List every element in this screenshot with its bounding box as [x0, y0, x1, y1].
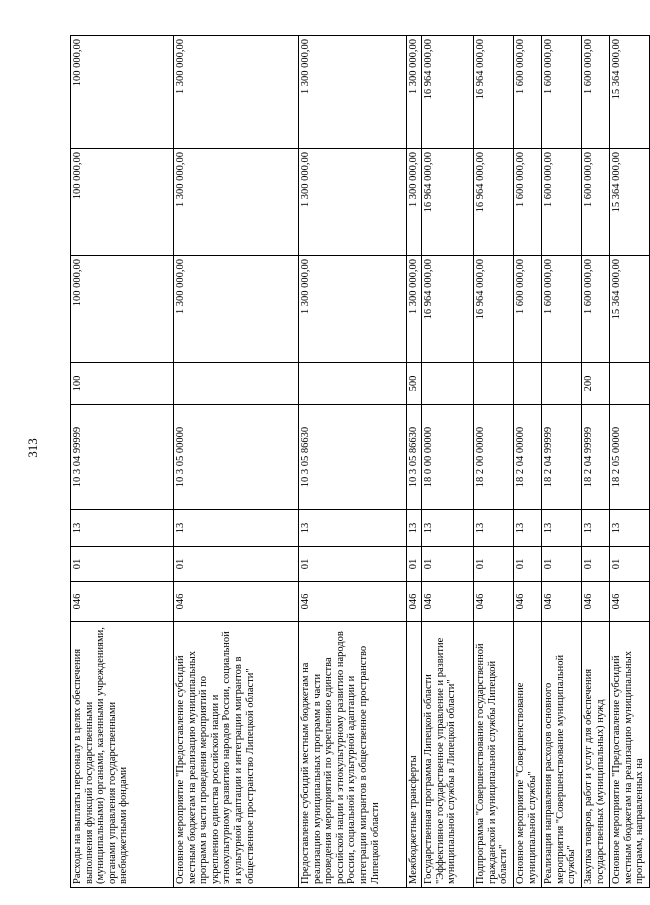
table-row	[582, 36, 610, 888]
row-code: 046	[610, 582, 650, 622]
row-sum3: 100 000,00	[71, 36, 174, 149]
table-row	[474, 36, 514, 888]
row-sum2: 1 300 000,00	[299, 149, 407, 256]
row-code: 046	[71, 582, 174, 622]
row-subsection: 13	[514, 510, 542, 547]
row-sum2: 15 364 000,00	[610, 149, 650, 256]
table-row	[407, 36, 422, 888]
row-sum1: 1 600 000,00	[542, 256, 582, 363]
row-sum2: 1 300 000,00	[174, 149, 299, 256]
row-expense-type	[474, 363, 514, 405]
row-sum3: 16 964 000,00	[474, 36, 514, 149]
row-subsection: 13	[71, 510, 174, 547]
row-target: 10 3 05 00000	[174, 405, 299, 510]
row-code: 046	[422, 582, 474, 622]
row-sum1: 1 600 000,00	[514, 256, 542, 363]
row-sum1: 1 300 000,00	[299, 256, 407, 363]
row-sum3: 1 300 000,00	[174, 36, 299, 149]
row-target: 10 3 05 86630	[407, 405, 422, 510]
row-code: 046	[542, 582, 582, 622]
table-row	[422, 36, 474, 888]
row-code: 046	[299, 582, 407, 622]
row-code: 046	[174, 582, 299, 622]
row-name: Межбюджетные трансферты	[407, 622, 422, 888]
row-name: Реализация направления расходов основного мероприятия "Совершенствование муниципальной службы"	[542, 622, 582, 888]
row-section: 01	[299, 547, 407, 582]
row-subsection: 13	[299, 510, 407, 547]
row-expense-type	[174, 363, 299, 405]
row-name: Расходы на выплаты персоналу в целях обеспечения выполнения функций государственными (муниципальными) органами, казенными учреждениями, органами управления государственными внебюджетными фондами	[71, 622, 174, 888]
table-row	[514, 36, 542, 888]
row-code: 046	[514, 582, 542, 622]
row-target: 18 2 00 00000	[474, 405, 514, 510]
row-section: 01	[582, 547, 610, 582]
row-target: 18 0 00 00000	[422, 405, 474, 510]
row-section: 01	[514, 547, 542, 582]
row-name: Основное мероприятие "Предоставление субсидий местным бюджетам на реализацию муниципальных программ в части проведения мероприятий по укреплению единства российской нации и этнокультурному развитию народов России, социальной и культурной адаптации и интеграции мигрантов в общественное пространство Липецкой области"	[174, 622, 299, 888]
row-section: 01	[610, 547, 650, 582]
row-name: Государственная программа Липецкой области "Эффективное государственное управление и развитие муниципальной службы в Липецкой области"	[422, 622, 474, 888]
row-target: 18 2 04 00000	[514, 405, 542, 510]
row-sum1: 1 300 000,00	[407, 256, 422, 363]
row-name: Основное мероприятие "Совершенствование муниципальной службы"	[514, 622, 542, 888]
table-row	[299, 36, 407, 888]
row-target: 10 3 05 86630	[299, 405, 407, 510]
row-section: 01	[174, 547, 299, 582]
row-sum2: 100 000,00	[71, 149, 174, 256]
row-expense-type: 100	[71, 363, 174, 405]
row-code: 046	[474, 582, 514, 622]
row-subsection: 13	[174, 510, 299, 547]
row-subsection: 13	[542, 510, 582, 547]
row-sum2: 16 964 000,00	[474, 149, 514, 256]
row-subsection: 13	[422, 510, 474, 547]
table-row	[610, 36, 650, 888]
row-sum3: 1 300 000,00	[299, 36, 407, 149]
table-row	[542, 36, 582, 888]
row-sum1: 1 600 000,00	[582, 256, 610, 363]
row-sum1: 16 964 000,00	[474, 256, 514, 363]
row-sum3: 1 600 000,00	[542, 36, 582, 149]
budget-table	[70, 35, 650, 888]
row-section: 01	[542, 547, 582, 582]
row-expense-type	[422, 363, 474, 405]
row-sum3: 1 300 000,00	[407, 36, 422, 149]
row-sum2: 1 600 000,00	[582, 149, 610, 256]
row-expense-type: 200	[582, 363, 610, 405]
row-expense-type	[610, 363, 650, 405]
row-sum2: 1 600 000,00	[542, 149, 582, 256]
row-expense-type: 500	[407, 363, 422, 405]
table-row	[71, 36, 174, 888]
rotated-table-container	[70, 36, 646, 888]
row-sum1: 100 000,00	[71, 256, 174, 363]
row-name: Предоставление субсидий местным бюджетам на реализацию муниципальных программ в части проведения мероприятий по укреплению единства российской нации и этнокультурному развитию народов России, социальной и культурной адаптации и интеграции мигрантов в общественное пространство Липецкой области	[299, 622, 407, 888]
row-name: Основное мероприятие "Предоставление субсидий местным бюджетам на реализацию муниципальных программ, направленных на	[610, 622, 650, 888]
row-target: 10 3 04 99999	[71, 405, 174, 510]
row-expense-type	[542, 363, 582, 405]
row-sum3: 15 364 000,00	[610, 36, 650, 149]
row-target: 18 2 04 99999	[582, 405, 610, 510]
row-target: 18 2 04 99999	[542, 405, 582, 510]
row-section: 01	[71, 547, 174, 582]
row-sum2: 1 600 000,00	[514, 149, 542, 256]
row-section: 01	[474, 547, 514, 582]
row-sum2: 16 964 000,00	[422, 149, 474, 256]
row-subsection: 13	[610, 510, 650, 547]
row-sum3: 16 964 000,00	[422, 36, 474, 149]
row-section: 01	[422, 547, 474, 582]
row-expense-type	[299, 363, 407, 405]
row-sum1: 15 364 000,00	[610, 256, 650, 363]
row-expense-type	[514, 363, 542, 405]
row-subsection: 13	[407, 510, 422, 547]
row-sum3: 1 600 000,00	[514, 36, 542, 149]
row-code: 046	[407, 582, 422, 622]
row-sum3: 1 600 000,00	[582, 36, 610, 149]
page-number: 313	[25, 438, 40, 458]
row-name: Закупка товаров, работ и услуг для обеспечения государственных (муниципальных) нужд	[582, 622, 610, 888]
row-subsection: 13	[474, 510, 514, 547]
row-sum1: 1 300 000,00	[174, 256, 299, 363]
row-sum1: 16 964 000,00	[422, 256, 474, 363]
row-name: Подпрограмма "Совершенствование государственной гражданской и муниципальной службы Липецкой области"	[474, 622, 514, 888]
row-subsection: 13	[582, 510, 610, 547]
row-section: 01	[407, 547, 422, 582]
table-row	[174, 36, 299, 888]
row-target: 18 2 05 00000	[610, 405, 650, 510]
row-sum2: 1 300 000,00	[407, 149, 422, 256]
row-code: 046	[582, 582, 610, 622]
